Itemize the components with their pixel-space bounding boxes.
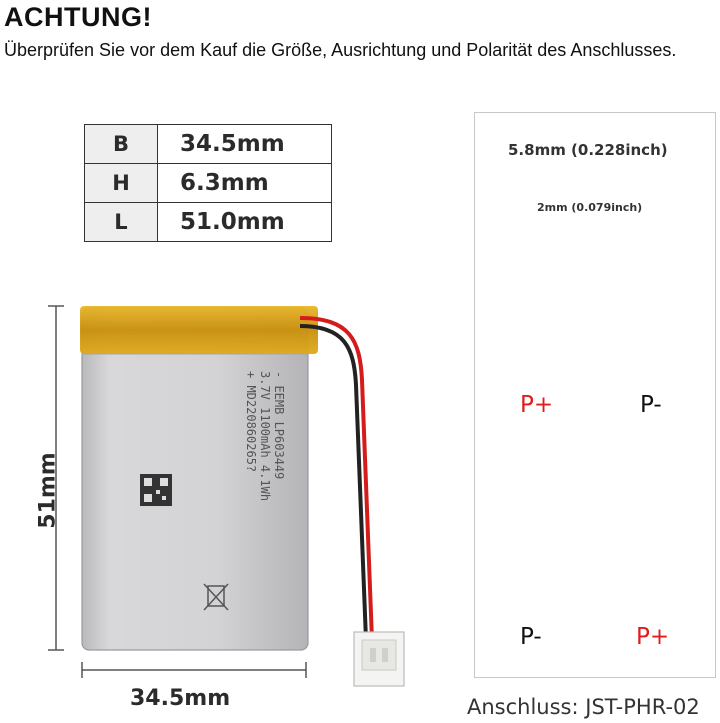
spec-value: 6.3mm xyxy=(158,164,332,203)
black-wire xyxy=(300,326,366,640)
spec-key: H xyxy=(85,164,158,203)
qr-code-icon xyxy=(140,474,172,506)
width-dimension-line xyxy=(82,662,306,678)
connector-panel xyxy=(474,112,716,678)
height-dimension-label: 51mm xyxy=(35,452,61,529)
battery-label xyxy=(244,371,286,561)
spec-value: 34.5mm xyxy=(158,125,332,164)
battery-label-line: + MD220860265? xyxy=(244,371,258,473)
page-title: ACHTUNG! xyxy=(4,2,152,32)
warning-text: Überprüfen Sie vor dem Kauf die Größe, Ausrichtung und Polarität des Anschlusses. xyxy=(4,40,677,60)
spec-key: L xyxy=(85,203,158,242)
connector-width-label: 5.8mm (0.228inch) xyxy=(508,141,668,159)
connector-type-caption: Anschluss: JST-PHR-02 xyxy=(467,695,700,719)
pin-label-negative: P- xyxy=(520,624,542,650)
pin-label-positive: P+ xyxy=(520,392,554,418)
pin-label-positive: P+ xyxy=(636,624,670,650)
spec-value: 51.0mm xyxy=(158,203,332,242)
pin-label-negative: P- xyxy=(640,392,662,418)
connector-pitch-label: 2mm (0.079inch) xyxy=(537,201,643,214)
small-connector xyxy=(354,632,404,686)
battery-label-line: 3.7V 1100mAh 4.1Wh xyxy=(258,371,272,502)
width-dimension-label: 34.5mm xyxy=(130,686,231,711)
spec-key: B xyxy=(85,125,158,164)
battery-tape xyxy=(80,306,318,354)
battery-label-line: - EEMB LP603449 xyxy=(272,371,286,480)
